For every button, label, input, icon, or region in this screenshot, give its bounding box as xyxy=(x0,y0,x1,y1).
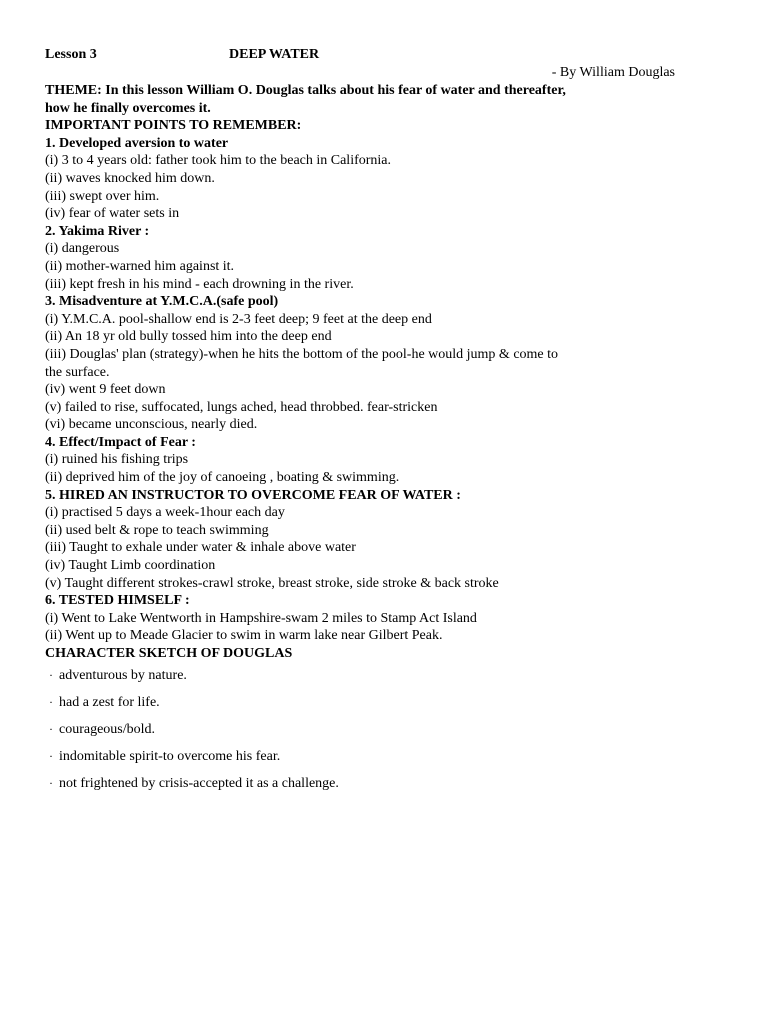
section-item: (ii) used belt & rope to teach swimming xyxy=(45,522,269,538)
bullet-text: adventurous by nature. xyxy=(59,667,187,683)
lesson-title: DEEP WATER xyxy=(229,47,320,62)
document-page xyxy=(45,46,685,802)
bullet-dot-icon: · xyxy=(49,748,53,763)
theme-line-2: how he finally overcomes it. xyxy=(45,100,211,116)
section-item: (v) failed to rise, suffocated, lungs ached, head throbbed. fear-stricken xyxy=(45,399,438,415)
section-item: (i) practised 5 days a week-1hour each day xyxy=(45,505,285,521)
section-heading: 1. Developed aversion to water xyxy=(45,135,229,151)
section-item: (i) Went to Lake Wentworth in Hampshire-swam 2 miles to Stamp Act Island xyxy=(45,610,477,626)
section-item: (vi) became unconscious, nearly died. xyxy=(45,417,258,433)
section-item: (ii) waves knocked him down. xyxy=(45,170,215,186)
sections-container xyxy=(45,135,685,645)
section-item: the surface. xyxy=(45,364,110,380)
bullet-text: indomitable spirit-to overcome his fear. xyxy=(59,748,281,764)
list-item xyxy=(49,748,685,765)
section-item: (iv) fear of water sets in xyxy=(45,206,180,222)
list-item xyxy=(49,721,685,738)
list-item xyxy=(49,667,685,684)
section-item: (iv) went 9 feet down xyxy=(45,382,166,398)
section-item: (i) Y.M.C.A. pool-shallow end is 2-3 feet deep; 9 feet at the deep end xyxy=(45,311,432,327)
section-item: (i) ruined his fishing trips xyxy=(45,452,189,468)
section-item: (ii) deprived him of the joy of canoeing , boating & swimming. xyxy=(45,470,400,486)
bullet-text: courageous/bold. xyxy=(59,721,156,737)
bullet-dot-icon: · xyxy=(49,667,53,682)
section-item: (iii) kept fresh in his mind - each drowning in the river. xyxy=(45,276,354,292)
section-item: (iii) swept over him. xyxy=(45,188,160,204)
list-item xyxy=(49,694,685,711)
section-item: (i) 3 to 4 years old: father took him to the beach in California. xyxy=(45,153,392,169)
section-heading: 4. Effect/Impact of Fear : xyxy=(45,434,196,450)
author-line: - By William Douglas xyxy=(551,65,675,80)
section-item: (v) Taught different strokes-crawl stroke, breast stroke, side stroke & back stroke xyxy=(45,575,499,591)
theme-line-1: THEME: In this lesson William O. Douglas talks about his fear of water and thereafter, xyxy=(45,83,566,98)
bullet-text: not frightened by crisis-accepted it as a challenge. xyxy=(59,775,339,791)
important-points-heading: IMPORTANT POINTS TO REMEMBER: xyxy=(45,118,302,134)
section-heading: 5. HIRED AN INSTRUCTOR TO OVERCOME FEAR OF WATER : xyxy=(45,487,461,503)
section-heading: 2. Yakima River : xyxy=(45,223,150,239)
section-heading: 6. TESTED HIMSELF : xyxy=(45,593,190,609)
lesson-number: Lesson 3 xyxy=(45,47,97,62)
bullet-dot-icon: · xyxy=(49,721,53,736)
section-item: (iii) Taught to exhale under water & inhale above water xyxy=(45,540,356,556)
bullet-text: had a zest for life. xyxy=(59,694,160,710)
section-item: (i) dangerous xyxy=(45,241,120,257)
section-item: (ii) An 18 yr old bully tossed him into the deep end xyxy=(45,329,332,345)
list-item xyxy=(49,775,685,792)
section-item: (ii) Went up to Meade Glacier to swim in warm lake near Gilbert Peak. xyxy=(45,628,443,644)
section-item: (iv) Taught Limb coordination xyxy=(45,558,216,574)
section-heading: 3. Misadventure at Y.M.C.A.(safe pool) xyxy=(45,294,279,310)
bullet-dot-icon: · xyxy=(49,694,53,709)
character-bullet-list xyxy=(45,667,685,792)
lesson-header xyxy=(45,46,685,63)
bullet-dot-icon: · xyxy=(49,775,53,790)
section-item: (iii) Douglas' plan (strategy)-when he hits the bottom of the pool-he would jump & come to xyxy=(45,346,559,362)
section-item: (ii) mother-warned him against it. xyxy=(45,258,235,274)
character-sketch-heading: CHARACTER SKETCH OF DOUGLAS xyxy=(45,646,293,661)
